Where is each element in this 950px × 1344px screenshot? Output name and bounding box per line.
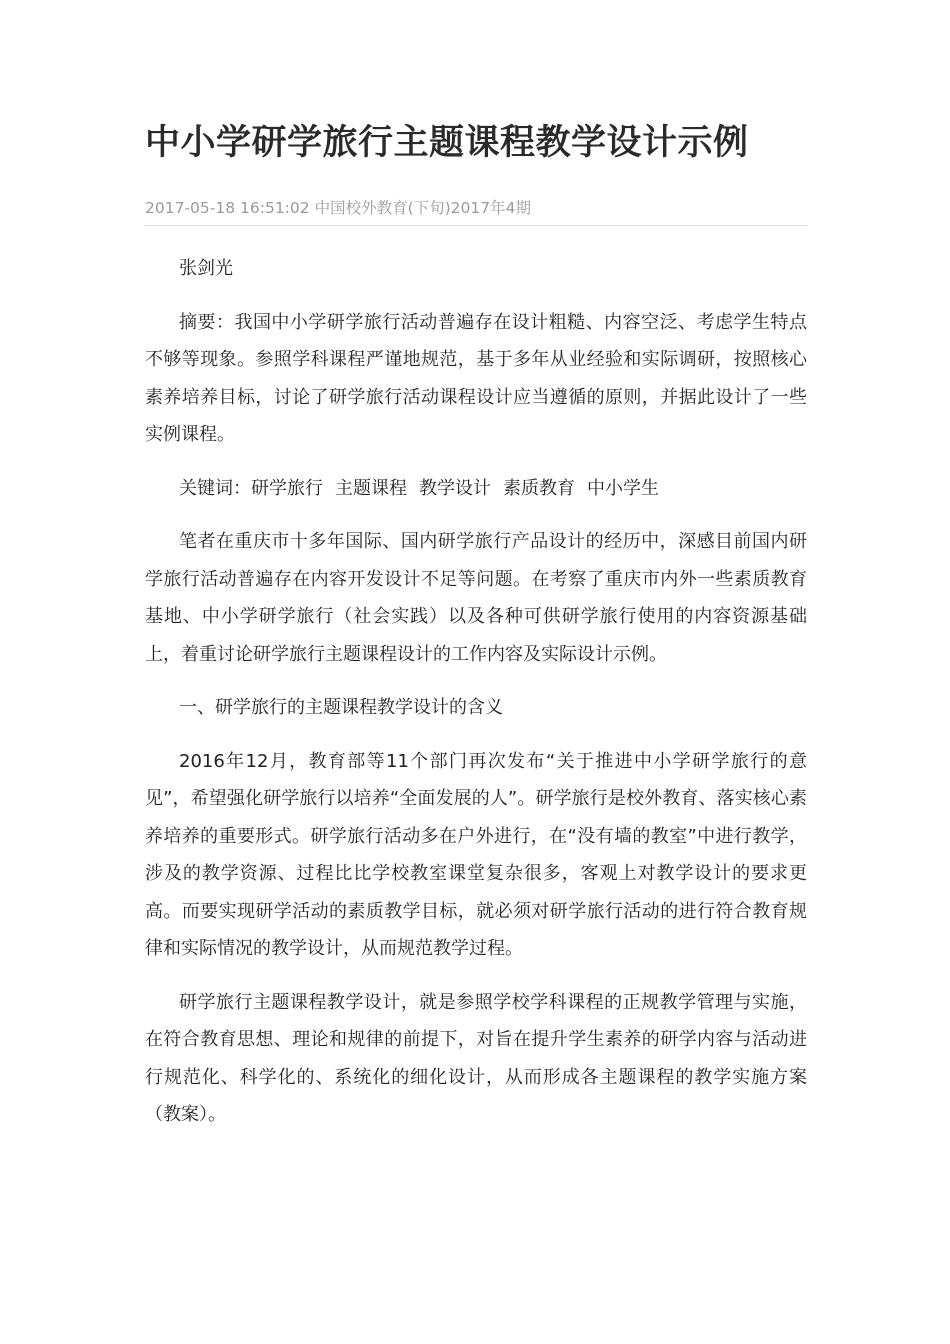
keyword: 教学设计 [419, 477, 491, 499]
keyword: 主题课程 [335, 477, 407, 499]
article [145, 118, 807, 1150]
publication-source: 中国校外教育(下旬)2017年4期 [314, 199, 531, 217]
keywords-label: 关键词： [179, 477, 251, 499]
abstract-paragraph: 摘要：我国中小学研学旅行活动普遍存在设计粗糙、内容空泛、考虑学生特点不够等现象。参照学科课程严谨地规范，基于多年从业经验和实际调研，按照核心素养培养目标，讨论了研学旅行活动课程设计应当遵循的原则，并据此设计了一些实例课程。 [145, 311, 807, 445]
keyword: 研学旅行 [251, 477, 323, 499]
body-paragraph: 笔者在重庆市十多年国际、国内研学旅行产品设计的经历中，深感目前国内研学旅行活动普遍存在内容开发设计不足等问题。在考察了重庆市内外一些素质教育基地、中小学研学旅行（社会实践）以及各种可供研学旅行使用的内容资源基础上，着重讨论研学旅行主题课程设计的工作内容及实际设计示例。 [145, 531, 807, 665]
article-body [145, 250, 807, 1134]
keyword: 中小学生 [587, 477, 659, 499]
publish-datetime: 2017-05-18 16:51:02 [145, 199, 310, 217]
author-name: 张剑光 [179, 258, 233, 279]
section-heading: 一、研学旅行的主题课程教学设计的含义 [179, 697, 503, 718]
body-paragraph: 研学旅行主题课程教学设计，就是参照学校学科课程的正规教学管理与实施，在符合教育思想、理论和规律的前提下，对旨在提升学生素养的研学内容与活动进行规范化、科学化的、系统化的细化设计，从而形成各主题课程的教学实施方案（教案）。 [145, 991, 807, 1125]
keyword: 素质教育 [503, 477, 575, 499]
article-title: 中小学研学旅行主题课程教学设计示例 [145, 123, 749, 163]
keywords-line [145, 470, 807, 508]
body-paragraph: 2016年12月，教育部等11个部门再次发布“关于推进中小学研学旅行的意见”，希望强化研学旅行以培养“全面发展的人”。研学旅行是校外教育、落实核心素养培养的重要形式。研学旅行活动多在户外进行，在“没有墙的教室”中进行教学，涉及的教学资源、过程比比学校教室课堂复杂很多，客观上对教学设计的要求更高。而要实现研学活动的素质教学目标，就必须对研学旅行活动的进行符合教育规律和实际情况的教学设计，从而规范教学过程。 [145, 750, 807, 959]
article-meta [145, 197, 807, 226]
